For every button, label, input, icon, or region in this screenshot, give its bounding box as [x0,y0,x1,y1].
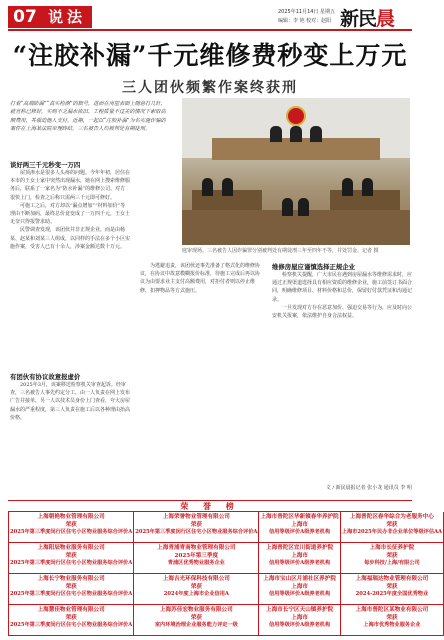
ad-description: 上海市优秀物业服务企业 [363,622,421,628]
ad-description: 2024年度上海市企业信用A [163,591,229,597]
ad-description: 2024-2025年度全国优秀物业 [355,591,429,597]
section-2-continued [140,262,260,295]
honor-ad [259,512,340,543]
ad-company: 上海市普陀区华新镇春华养护院 [260,514,339,520]
ad-company: 上海市普陀区某物业有限公司 [355,607,429,613]
ad-label: 荣获 [65,522,77,528]
honor-ad [259,543,340,574]
editor-credit: 编辑：李 艳 校对：赵阳 [278,18,332,24]
ad-description: 2025年第三季度闵行区住宅小区物业服务综合评价A [10,529,133,535]
masthead-logo [340,4,394,31]
ad-company: 上海阳辰物业服务有限公司 [37,545,105,551]
page-number: 07 [8,6,42,28]
section-1-paragraph: 可施工之后，对方却以“漏点增加”“材料加价”等理由不断加码，最终总价竟变成了一万四千元，王女士无奈只得报警求助。 [10,202,131,226]
ads-section-title: 荣 誉 榜 [180,501,240,511]
section-1-heading: 谈好两三千元秒变一万四 [10,161,81,169]
article-byline: 文 / 新民晨报记者 张小龙 通讯员 李 明 [325,485,412,491]
ad-description: 信用等级评价A级养老机构 [269,560,331,566]
ad-label: 荣获 [190,522,202,528]
ad-company: 上海普陀区春华综合为老服务中心 [349,514,434,520]
honor-ad [341,512,444,543]
ad-description: 2025年第三季度闵行区住宅小区物业服务综合评价A [10,560,133,566]
article-title: “注胶补漏”千元维修费秒变上万元 [12,41,408,70]
section-2-paragraph: 2025年3月，该案移送检察机关审查起诉。经审查，三名被告人事先约定分工，由一人负责在网上发布广告并接单，另一人以技术员身份上门查看，夸大房屋漏水的严重程度，第三人负责在施工后以各种理由抬高价格。 [10,382,131,421]
honor-ad [341,574,444,605]
court-emblem-icon [286,106,306,126]
ad-label: 荣获 [190,584,202,590]
ad-company: 上海青浦青南物业管理有限公司 [157,545,236,551]
ad-company: 上海福瑞达物业管理有限公司 [355,576,429,582]
ad-label: 荣获 [190,615,202,621]
ad-company: 上海市长征养护院 [369,545,415,551]
ad-description: 信用等级评价A级养老机构 [269,529,331,535]
honor-ad [341,543,444,574]
ad-description: 2025年第三季度闵行区住宅小区物业服务综合评价A [135,529,258,535]
ad-company: 上海普陀区宜川街道养护院 [266,545,334,551]
ad-label: 上海市 [291,522,308,528]
ad-label: 荣获 [386,615,398,621]
ad-company: 上海朝艳物业管理有限公司 [37,514,105,520]
issue-date: 2025年11月14日 星期五 [278,9,336,15]
section-3-paragraph: 一旦发现对方存在恶意加价、强迫交易等行为，应及时向公安机关报案，依法维护自身合法权益。 [272,304,413,320]
ad-description: 信用等级评价A级养老机构 [269,622,331,628]
section-1-paragraph: 屋顶渗水是很多人头疼的问题。今年年初，居住在本市的王女士家中突然出现漏水，她在网上搜索维修服务后，联系了一家名为“防水补漏”的维修公司。对方很快上门，检查之后称只需两三千元即可修好。 [10,170,131,201]
ad-company: 上海荣誉物业管理有限公司 [162,514,230,520]
section-3-heading: 维修房屋应谨慎选择正规企业 [272,263,356,271]
honor-ad [9,543,134,574]
ad-label: 上海市 [291,615,308,621]
honor-ad [9,574,134,605]
ad-label: 荣获 [65,553,77,559]
ad-description: 室内环境治理企业服务能力评定一级 [154,622,238,628]
masthead-char-1: 新 [340,8,359,30]
ad-company: 上海慧佳物业管理有限公司 [37,607,105,613]
ad-description: 2025年第三季度闵行区住宅小区物业服务综合评价A [10,591,133,597]
ad-company: 上海吉光环保科技有限公司 [162,576,230,582]
honor-ad [259,574,340,605]
honor-ad [134,605,259,636]
section-1 [10,160,130,251]
ad-label: 上海市 [291,553,308,559]
masthead-char-3: 晨 [376,8,395,30]
section-2-paragraph: 为逃避追责，该团伙还事先准备了格式化的维修协议，在协议中故意模糊报价标准，待施工完成后再以协议为由要求业主支付高额费用，对拒付者则以停止维修、扣押物品等方式施压。 [140,263,261,294]
honor-ad [134,574,259,605]
section-2-heading: 有团伙有协议故意报虚价 [10,373,81,381]
section-3-paragraph: 检察机关提醒，广大市民在遇到房屋漏水等维修需求时，应通过正规渠道选择具有相应资质的维修企业，施工前签订书面合同，明确维修项目、材料价格和总价，保留好付款凭证和沟通记录。 [272,272,413,303]
article-lead: 打着“高端防漏”“真实检测”的旗号，进而在房屋表面上随意打几针，就宣称已修好，实则不乏漏水依旧、工程质量不过关的情况下索取高额费用，并强迫他人支付。近期，一起以“注胶补漏”为名实施诈骗的案件在上海某法院审理终结，三名被告人均被判处有期徒刑。 [10,101,166,133]
honor-ad [259,605,340,636]
photo-caption: 庭审现场。三名被告人因诈骗罪分别被判处有期徒刑三年至四年不等，并处罚金。记者 摄 [182,248,379,254]
ad-label: 荣获 [386,553,398,559]
ad-company: 上海市宝山区月浦社区养护院 [263,576,336,582]
ad-description: 信用等级评价A级养老机构 [269,591,331,597]
honor-ad [134,543,259,574]
section-3 [272,262,412,320]
ad-label: 荣获 [386,584,398,590]
ad-company: 上海市长宁区天山镇养护院 [266,607,334,613]
honor-ad [134,512,259,543]
honor-ad [341,605,444,636]
ad-description: 2025年第三季度闵行区住宅小区物业服务综合评价A [10,622,133,628]
ad-label: 2025年第三季度 [174,553,219,559]
ad-label: 荣获 [386,522,398,528]
section-1-paragraph: 民警调查发现，该团伙并非正规企业，而是由杨某、赵某和刘某三人组成，以同样的手法在多个小区实施作案，受害人已有十余人，涉案金额达数十万元。 [10,227,131,250]
courtroom-photo [182,98,410,245]
masthead-char-2: 民 [358,8,377,30]
honor-ad [9,512,134,543]
section-2 [10,372,130,422]
ad-label: 荣获 [65,615,77,621]
article-subtitle: 三人团伙频繁作案终获刑 [122,80,298,96]
ad-description: 上海市2025年民办非企业单位等级评估AA [341,529,443,535]
section-label: 说法 [42,6,92,28]
ad-company: 上海长宁物业服务有限公司 [37,576,105,582]
ad-company: 上海苏佳宏物业服务有限公司 [159,607,233,613]
ad-description: 每步科技/上海/有限公司 [364,560,420,566]
ad-label: 荣获 [65,584,77,590]
honor-roll-grid [8,511,443,636]
ad-label: 上海市 [291,584,308,590]
honor-ad [9,605,134,636]
ad-description: 青浦区优秀物业服务企业 [167,560,225,566]
